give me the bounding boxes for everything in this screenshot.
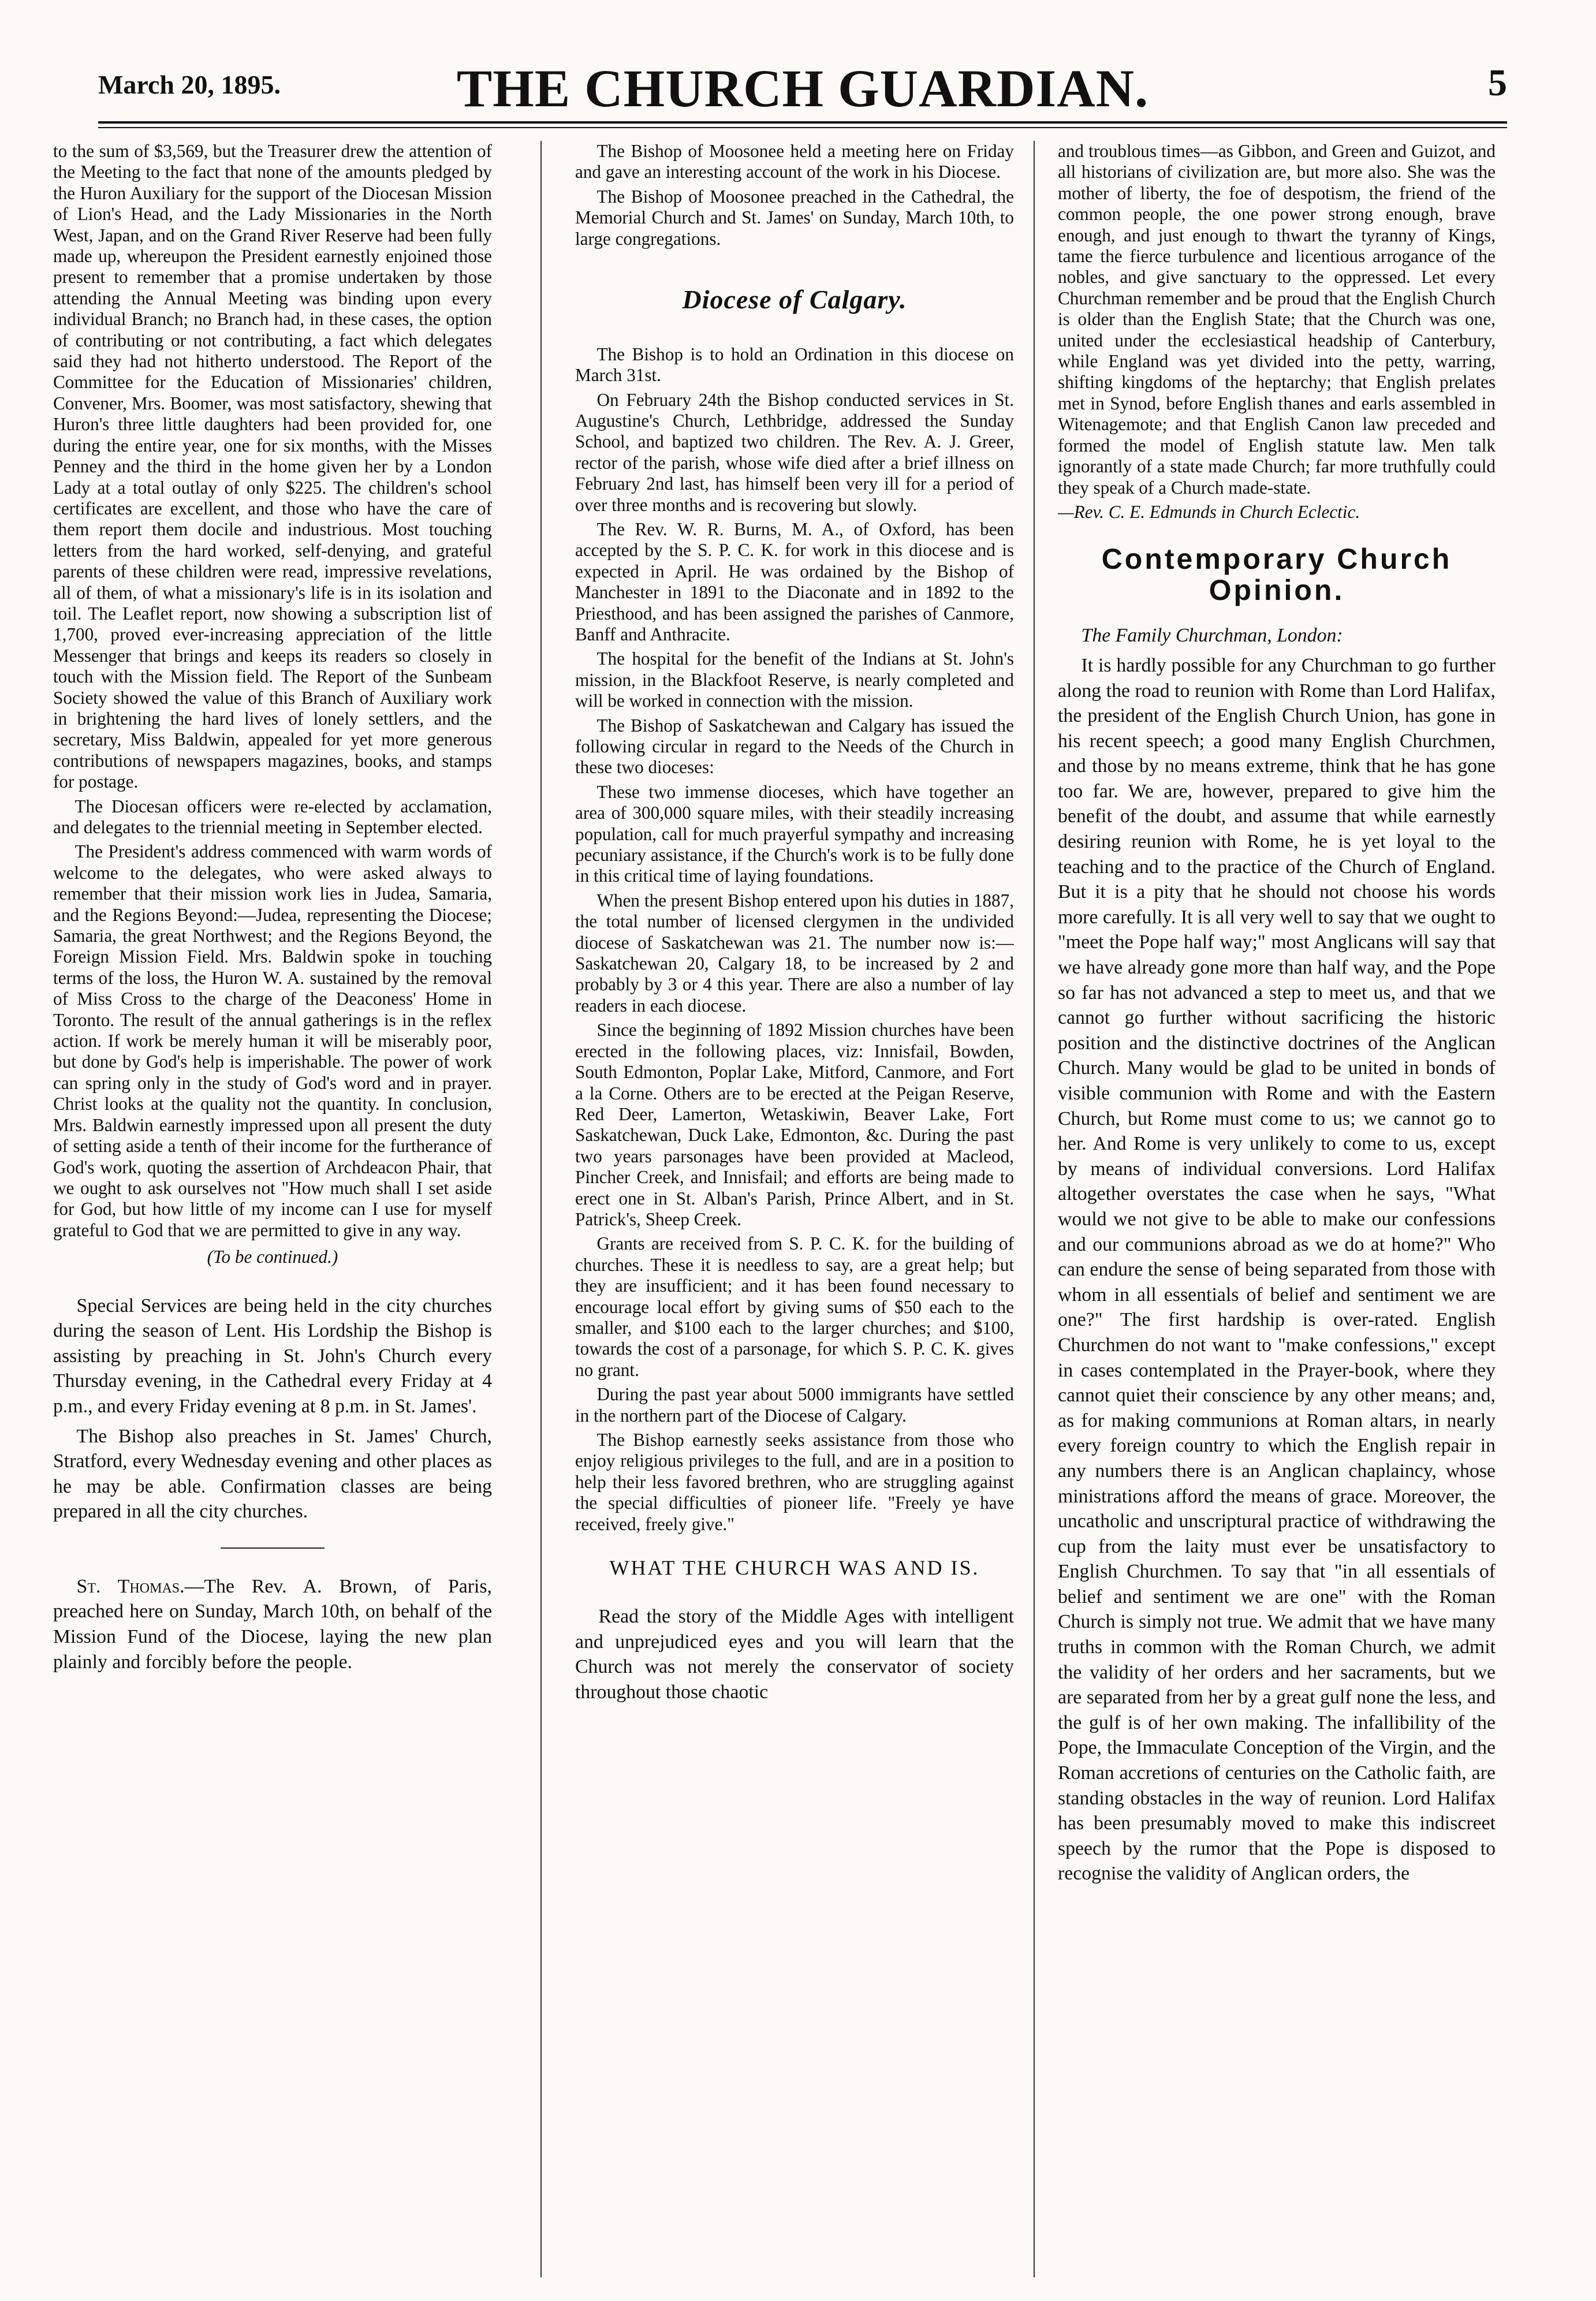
article-paragraph: Since the beginning of 1892 Mission churches have been erected in the following places, viz: Innisfail, Bowden, South Edmonton, Poplar Lake, Mitford, Canmore, and Fort a la Corne. Others are to be erected at the Peigan Reserve, Red Deer, Lamerton, Wetaskiwin, Beaver Lake, Fort Saskatchewan, Duck Lake, Edmonton, &c. During the past two years parsonages have been provided at Macleod, Pincher Creek, and Innisfail; and efforts are being made to erect one in St. Alban's Parish, Prince Albert, and in St. Patrick's, Sheep Creek.	[575, 1020, 1014, 1229]
section-heading-what-the-church-was: WHAT THE CHURCH WAS AND IS.	[609, 1556, 980, 1580]
page-number: 5	[1488, 62, 1507, 104]
masthead	[98, 55, 1507, 125]
article-paragraph: Read the story of the Middle Ages with intelligent and unprejudiced eyes and you will learn that the Church was not merely the conservator of society throughout those chaotic	[575, 1606, 1014, 1703]
newspaper-title: THE CHURCH GUARDIAN.	[456, 59, 1149, 118]
article-paragraph: The Bishop of Saskatchewan and Calgary has issued the following circular in regard to the Needs of the Church in these two dioceses:	[575, 715, 1014, 778]
article-paragraph: It is hardly possible for any Churchman to go further along the road to reunion with Rome than Lord Halifax, the president of the English Church Union, has gone in his recent speech; a good many English Churchmen, and those by no means extreme, think that he has gone too far. We are, however, prepared to give him the benefit of the doubt, and assume that while earnestly desiring reunion with Rome, he is yet loyal to the teaching and to the practice of the Church of England. But it is a pity that he should not choose his words more carefully. It is all very well to say that we ought to "meet the Pope half way;" most Anglicans will say that we have already gone more than half way, and the Pope so far has not advanced a step to meet us, and that we cannot go further without sacrificing the historic position and the distinctive doctrines of the Anglican Church. Many would be glad to be united in bonds of visible communion with Rome and with the Eastern Church, but Rome must come to us; we cannot go to her. And Rome is very unlikely to come to us, except by means of individual conversions. Lord Halifax altogether overstates the case when he says, "What would we not give to be able to make our confessions and our communions abroad as we do at home?" Who can endure the sense of being separated from those with whom in all essentials of belief and sentiment we are one?" The first hardship is over-rated. English Churchmen do not want to "make confessions," except in cases contemplated in the Prayer-book, where they cannot quiet their conscience by any other means; and, as for making communions at Roman altars, in nearly every foreign country to which the English repair in any numbers there is an Anglican chaplaincy, whose ministrations afford the means of grace. Moreover, the uncatholic and unscriptural practice of withdrawing the cup from the laity must ever be unsatisfactory to English Churchmen. To say that "in all essentials of belief and sentiment we are one" with the Roman Church is simply not true. We admit that we have many truths in common with the Roman Church, we admit the validity of her orders and her sacraments, but we are separated from her by a great gulf none the less, and the gulf is of her own making. The infallibility of the Pope, the Immaculate Conception of the Virgin, and the Roman accretions of centuries on the Catholic faith, are standing obstacles in the way of reunion. Lord Halifax has been presumably moved to make this indiscreet speech by the rumor that the Pope is disposed to recognise the validity of Anglican orders, the	[1058, 654, 1496, 1885]
column-divider	[1034, 141, 1035, 2277]
source-line: The Family Churchman, London:	[1081, 625, 1343, 647]
column-2	[575, 141, 1014, 2277]
issue-date: March 20, 1895.	[98, 70, 281, 99]
section-divider	[221, 1547, 325, 1549]
article-paragraph: Grants are received from S. P. C. K. for the building of churches. These it is needless to say, are a great help; but they are insufficient; and it has been found necessary to encourage local effort by giving sums of $50 each to the smaller, and $100 each to the larger churches; and $100, towards the cost of a parsonage, for which S. P. C. K. gives no grant.	[575, 1233, 1014, 1380]
article-paragraph: The Diocesan officers were re-elected by acclamation, and delegates to the triennial meeting in September elected.	[53, 796, 492, 837]
article-paragraph: The President's address commenced with warm words of welcome to the delegates, who were asked always to remember that their mission work lies in Judea, Samaria, and the Regions Beyond:—Judea, representing the Diocese; Samaria, the great Northwest; and the Regions Beyond, the Foreign Mission Field. Mrs. Baldwin spoke in touching terms of the loss, the Huron W. A. sustained by the removal of Miss Cross to the charge of the Deaconess' Home in Toronto. The result of the annual gatherings is in the reflex action. If work be merely human it will be miserably poor, but done by God's help is imperishable. The power of work can spring only in the study of God's word and in prayer. Christ looks at the quality not the quantity. In conclusion, Mrs. Baldwin earnestly impressed upon all present the duty of setting aside a tenth of their income for the furtherance of God's work, quoting the assertion of Archdeacon Phair, that we ought to ask ourselves not "How much shall I set aside for God, but how little of my income can I use for myself grateful to God that we are permitted to give in any way.	[53, 841, 492, 1240]
column-divider	[540, 141, 542, 2277]
article-paragraph: The Bishop of Moosonee held a meeting here on Friday and gave an interesting account of the work in his Diocese.	[575, 141, 1014, 182]
section-heading-calgary: Diocese of Calgary.	[682, 285, 907, 315]
article-paragraph: On February 24th the Bishop conducted services in St. Augustine's Church, Lethbridge, addressed the Sunday School, and baptized two children. The Rev. A. J. Greer, rector of the parish, whose wife died after a brief illness on February 2nd last, has himself been very ill for a period of over three months and is recovering but slowly.	[575, 389, 1014, 515]
continued-note: (To be continued.)	[207, 1247, 338, 1267]
article-paragraph: When the present Bishop entered upon his duties in 1887, the total number of licensed clergymen in the undivided diocese of Saskatchewan was 21. The number now is:—Saskatchewan 20, Calgary 18, to be increased by 2 and probably by 3 or 4 this year. There are also a number of lay readers in each diocese.	[575, 890, 1014, 1016]
article-paragraph: The Bishop earnestly seeks assistance from those who enjoy religious privileges to the full, and are in a position to help their less favored brethren, who are struggling against the special difficulties of pioneer life. "Freely ye have received, freely give."	[575, 1430, 1014, 1534]
article-paragraph: The Bishop also preaches in St. James' Church, Stratford, every Wednesday evening and other places as he may be able. Confirmation classes are being prepared in all the city churches.	[53, 1425, 492, 1523]
section-heading-contemporary-opinion: Contemporary Church Opinion.	[1101, 543, 1452, 607]
header-rule-thin	[98, 127, 1507, 128]
article-paragraph: During the past year about 5000 immigrants have settled in the northern part of the Diocese of Calgary.	[575, 1384, 1014, 1426]
place-lead: St. Thomas.	[76, 1575, 185, 1597]
header-rule	[98, 121, 1507, 124]
column-1	[53, 141, 492, 2277]
column-3	[1058, 141, 1496, 2277]
article-paragraph: These two immense dioceses, which have together an area of 300,000 square miles, with their steadily increasing population, call for much prayerful sympathy and increasing pecuniary assistance, if the Church's work is to be fully done in this critical time of laying foundations.	[575, 781, 1014, 886]
article-paragraph: to the sum of $3,569, but the Treasurer drew the attention of the Meeting to the fact that none of the amounts pledged by the Huron Auxiliary for the support of the Diocesan Mission of Lion's Head, and the Lady Missionaries in the North West, Japan, and on the Grand River Reserve had been fully made up, whereupon the President earnestly enjoined those present to remember that a promise undertaken by those attending the Annual Meeting was binding upon every individual Branch; no Branch had, in these cases, the option of contributing or not contributing, a fact which delegates said they had not hitherto understood. The Report of the Committee for the Education of Missionaries' children, Convener, Mrs. Boomer, was most satisfactory, shewing that Huron's three little daughters had been provided for, one during the entire year, one for six months, with the Misses Penney and the third in the home given her by a London Lady at a total outlay of only $225. The children's school certificates are excellent, and those who have the care of them report them docile and industrious. Most touching letters from the hard worked, self-denying, and grateful parents of these children were read, impressive revelations, all of them, of what a missionary's life is in its isolation and toil. The Leaflet report, now showing a subscription list of 1,700, proved ever-increasing appreciation of the little Messenger that brings and keeps its readers so closely in touch with the Mission field. The Report of the Sunbeam Society showed the value of this Branch of Auxiliary work in brightening the hard lives of lonely settlers, and the secretary, Miss Baldwin, appealed for yet more generous contributions of newspapers magazines, books, and stamps for postage.	[53, 141, 492, 792]
article-paragraph: Special Services are being held in the city churches during the season of Lent. His Lordship the Bishop is assisting by preaching in St. John's Church every Thursday evening, in the Cathedral every Friday at 4 p.m., and every Friday evening at 8 p.m. in St. James'.	[53, 1295, 492, 1417]
article-signature: —Rev. C. E. Edmunds in Church Eclectic.	[1058, 501, 1360, 522]
article-paragraph: The Bishop of Moosonee preached in the Cathedral, the Memorial Church and St. James' on Sunday, March 10th, to large congregations.	[575, 186, 1014, 249]
article-paragraph: and troublous times—as Gibbon, and Green and Guizot, and all historians of civilization are, but more also. She was the mother of liberty, the foe of despotism, the friend of the common people, the one power strong enough, brave enough, and just enough to thwart the tyranny of Kings, tame the fierce turbulence and licentious arrogance of the nobles, and give sanctuary to the oppressed. Let every Churchman remember and be proud that the English Church is older than the English State; that the Church was one, united under the ecclesiastical headship of Canterbury, while England was yet divided into the petty, warring, shifting kingdoms of the heptarchy; that English prelates met in Synod, before English thanes and earls assembled in Witenagemote; and that English Canon law preceded and formed the model of English statute law. Men talk ignorantly of a state made Church; far more truthfully could they speak of a Church made-state.	[1058, 141, 1496, 498]
article-paragraph: St. Thomas.—The Rev. A. Brown, of Paris, preached here on Sunday, March 10th, on behalf of the Mission Fund of the Diocese, laying the new plan plainly and forcibly before the people.	[53, 1575, 492, 1673]
article-paragraph: The Rev. W. R. Burns, M. A., of Oxford, has been accepted by the S. P. C. K. for work in this diocese and is expected in April. He was ordained by the Bishop of Manchester in 1891 to the Diaconate and in 1892 to the Priesthood, and has been assigned the parishes of Canmore, Banff and Anthracite.	[575, 519, 1014, 644]
article-paragraph: The Bishop is to hold an Ordination in this diocese on March 31st.	[575, 344, 1014, 386]
article-paragraph: The hospital for the benefit of the Indians at St. John's mission, in the Blackfoot Reserve, is nearly completed and will be worked in connection with the mission.	[575, 648, 1014, 711]
